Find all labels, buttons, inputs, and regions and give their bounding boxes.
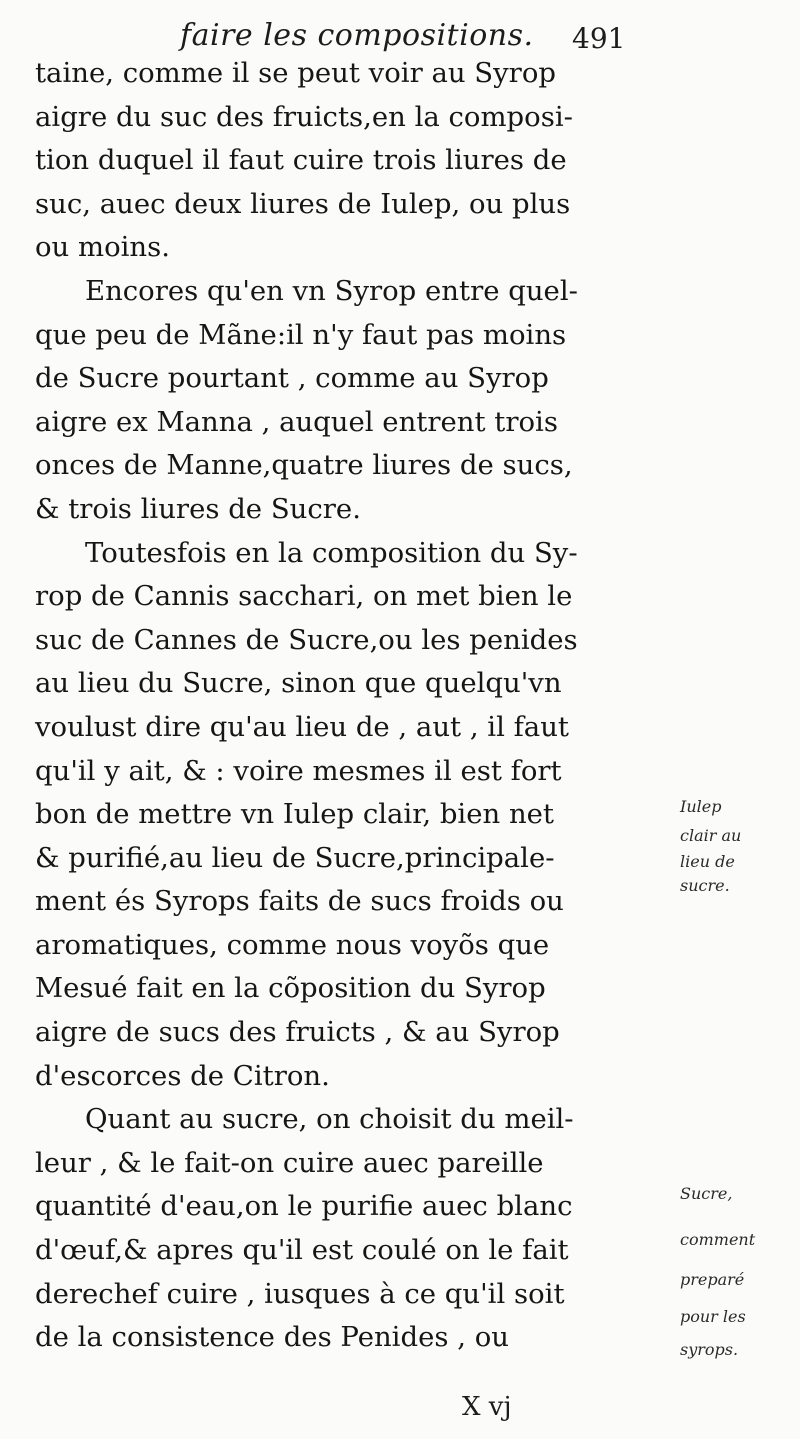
text-line: suc, auec deux liures de Iulep, ou plus <box>35 187 571 220</box>
margin-note: pour les <box>680 1307 746 1326</box>
text-line: bon de mettre vn Iulep clair, bien net <box>35 798 554 831</box>
margin-note: comment <box>680 1230 756 1249</box>
text-line: rop de Cannis sacchari, on met bien le <box>35 580 573 613</box>
margin-note: clair au <box>680 826 742 845</box>
margin-note: Iulep <box>680 797 722 816</box>
text-line: Toutesfois en la composition du Sy- <box>85 536 578 569</box>
margin-note: Sucre, <box>680 1184 733 1203</box>
page-number: 491 <box>572 22 626 55</box>
text-line: que peu de Mãne:il n'y faut pas moins <box>35 318 567 351</box>
text-line: onces de Manne,quatre liures de sucs, <box>35 449 573 482</box>
text-line: ment és Syrops faits de sucs froids ou <box>35 885 564 918</box>
text-line: aromatiques, comme nous voyõs que <box>35 928 550 961</box>
text-line: & trois liures de Sucre. <box>35 492 361 525</box>
text-line: de Sucre pourtant , comme au Syrop <box>35 362 549 395</box>
text-line: derechef cuire , iusques à ce qu'il soit <box>35 1277 565 1310</box>
text-line: au lieu du Sucre, sinon que quelqu'vn <box>35 667 562 700</box>
text-line: & purifié,au lieu de Sucre,principale- <box>35 841 555 874</box>
text-line: tion duquel il faut cuire trois liures de <box>35 144 567 177</box>
text-line: voulust dire qu'au lieu de , aut , il faut <box>35 710 569 743</box>
text-line: d'escorces de Citron. <box>35 1059 330 1092</box>
text-line: d'œuf,& apres qu'il est coulé on le fait <box>35 1234 569 1267</box>
text-line: aigre du suc des fruicts,en la composi- <box>35 100 573 133</box>
text-line: qu'il y ait, & : voire mesmes il est fort <box>35 754 562 787</box>
text-line: de la consistence des Penides , ou <box>35 1321 509 1354</box>
margin-note: lieu de <box>680 852 735 871</box>
running-title: faire les compositions. <box>180 18 534 53</box>
text-line: leur , & le fait-on cuire auec pareille <box>35 1146 544 1179</box>
text-line: aigre de sucs des fruicts , & au Syrop <box>35 1016 560 1049</box>
margin-note: preparé <box>680 1270 745 1289</box>
margin-note: syrops. <box>680 1340 739 1359</box>
text-line: Encores qu'en vn Syrop entre quel- <box>85 274 578 307</box>
margin-note: sucre. <box>680 876 730 895</box>
text-line: Quant au sucre, on choisit du meil- <box>85 1103 574 1136</box>
text-line: ou moins. <box>35 231 171 264</box>
text-line: suc de Cannes de Sucre,ou les penides <box>35 623 578 656</box>
text-line: taine, comme il se peut voir au Syrop <box>35 57 556 89</box>
text-line: aigre ex Manna , auquel entrent trois <box>35 405 558 438</box>
text-line: Mesué fait en la cõposition du Syrop <box>35 972 546 1005</box>
body-text <box>35 52 675 1360</box>
text-line: quantité d'eau,on le purifie auec blanc <box>35 1190 573 1223</box>
signature-mark: X vj <box>462 1392 512 1422</box>
